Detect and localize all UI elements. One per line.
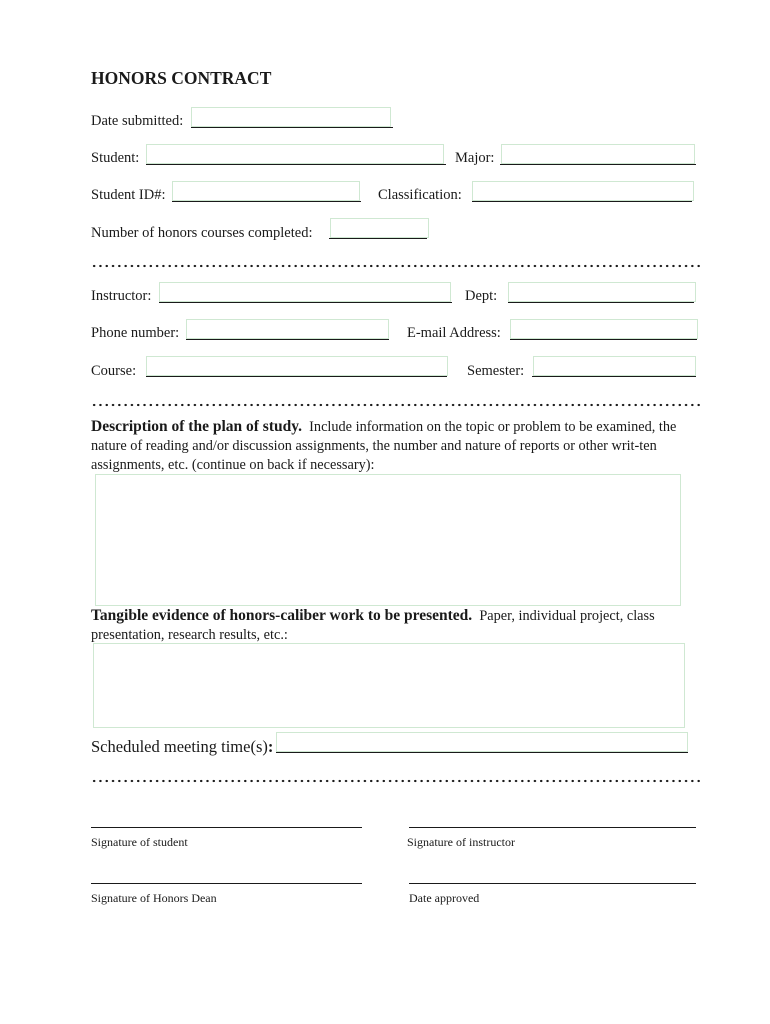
major-label: Major: <box>455 150 495 166</box>
signature-instructor-line[interactable] <box>409 827 696 828</box>
student-field[interactable] <box>146 144 444 164</box>
evidence-textarea[interactable] <box>93 643 685 728</box>
signature-dean-label: Signature of Honors Dean <box>91 891 217 905</box>
signature-student-line[interactable] <box>91 827 362 828</box>
signature-student-label: Signature of student <box>91 835 188 849</box>
plan-heading: Description of the plan of study. <box>91 418 302 435</box>
date-approved-line[interactable] <box>409 883 696 884</box>
phone-field[interactable] <box>186 319 389 339</box>
evidence-description <box>91 606 696 645</box>
student-id-underline <box>172 201 361 202</box>
semester-underline <box>532 376 696 377</box>
page-title: HONORS CONTRACT <box>91 68 272 88</box>
evidence-heading: Tangible evidence of honors-caliber work to be presented. <box>91 607 473 624</box>
date-submitted-label: Date submitted: <box>91 113 184 129</box>
student-label: Student: <box>91 150 140 166</box>
meeting-label-text: Scheduled meeting time(s) <box>91 737 268 756</box>
signature-instructor-label: Signature of instructor <box>407 835 515 849</box>
student-id-field[interactable] <box>172 181 360 201</box>
meeting-underline <box>276 752 688 753</box>
student-underline <box>146 164 446 165</box>
phone-underline <box>186 339 389 340</box>
classification-underline <box>472 201 692 202</box>
meeting-label <box>91 738 273 756</box>
instructor-label: Instructor: <box>91 288 152 304</box>
date-submitted-underline <box>191 127 393 128</box>
meeting-field[interactable] <box>276 732 688 752</box>
meeting-label-colon: : <box>267 737 274 756</box>
instructor-underline <box>159 302 452 303</box>
course-label: Course: <box>91 363 137 379</box>
email-field[interactable] <box>510 319 698 339</box>
major-underline <box>500 164 696 165</box>
email-underline <box>510 339 697 340</box>
major-field[interactable] <box>501 144 695 164</box>
semester-label: Semester: <box>467 363 525 379</box>
plan-instructions: Include information on the topic or problem to be examined, the nature of reading and/or discussion assignments, the number and nature of reports or other writ-ten assignments, etc. (continue on back if necessary): <box>91 419 677 473</box>
date-approved-label: Date approved <box>409 891 480 905</box>
dept-underline <box>508 302 694 303</box>
email-label: E-mail Address: <box>407 325 501 341</box>
honors-courses-field[interactable] <box>330 218 429 238</box>
semester-field[interactable] <box>533 356 696 376</box>
course-underline <box>146 376 447 377</box>
evidence-instructions: Paper, individual project, class presentation, research results, etc.: <box>91 608 655 643</box>
plan-description <box>91 417 696 475</box>
phone-label: Phone number: <box>91 325 180 341</box>
dept-label: Dept: <box>465 288 498 304</box>
date-submitted-field[interactable] <box>191 107 391 127</box>
classification-label: Classification: <box>378 187 462 203</box>
plan-textarea[interactable] <box>95 474 681 606</box>
dotted-divider <box>91 403 703 407</box>
signature-dean-line[interactable] <box>91 883 362 884</box>
honors-courses-label: Number of honors courses completed: <box>91 225 313 241</box>
honors-courses-underline <box>329 238 427 239</box>
instructor-field[interactable] <box>159 282 451 302</box>
classification-field[interactable] <box>472 181 694 201</box>
dotted-divider <box>91 264 703 268</box>
student-id-label: Student ID#: <box>91 187 166 203</box>
dept-field[interactable] <box>508 282 696 302</box>
dotted-divider <box>91 779 703 783</box>
course-field[interactable] <box>146 356 448 376</box>
